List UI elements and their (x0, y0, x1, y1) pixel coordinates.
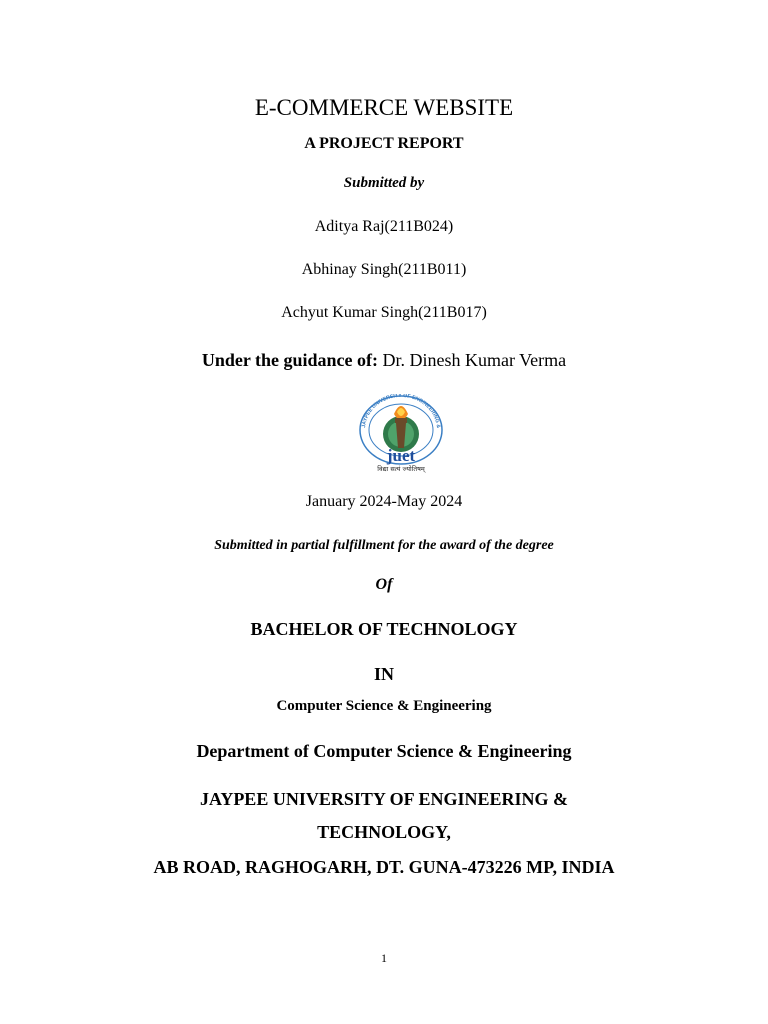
author-name: Achyut Kumar Singh(211B017) (281, 304, 487, 321)
project-session: January 2024-May 2024 (305, 493, 463, 510)
submitted-by-label: Submitted by (343, 175, 425, 191)
guidance-label: Under the guidance of: (201, 350, 379, 370)
branch-name: Computer Science & Engineering (276, 698, 492, 714)
in-label: IN (373, 664, 394, 684)
university-name-line1: JAYPEE UNIVERSITY OF ENGINEERING & (199, 789, 569, 809)
juet-torch-logo (355, 394, 447, 474)
department-name: Department of Computer Science & Engineering (196, 741, 572, 761)
logo-ring-text: JAYPEE UNIVERSITY OF ENGINEERING & (361, 394, 441, 429)
logo-wordmark: juet (386, 446, 416, 465)
university-address: AB ROAD, RAGHOGARH, DT. GUNA-473226 MP, INDIA (153, 857, 615, 877)
university-name-line2: TECHNOLOGY, (317, 822, 451, 842)
of-label: Of (375, 576, 393, 593)
degree-name: BACHELOR OF TECHNOLOGY (250, 619, 518, 639)
author-name: Abhinay Singh(211B011) (301, 261, 467, 278)
logo-motto: विद्या सत्यं ज्योतिषम् (377, 465, 425, 473)
fulfillment-statement: Submitted in partial fulfillment for the award of the degree (214, 538, 554, 553)
guide-name: Dr. Dinesh Kumar Verma (378, 350, 567, 370)
report-subtitle: A PROJECT REPORT (304, 135, 464, 152)
author-name: Aditya Raj(211B024) (314, 218, 454, 235)
report-title: E-COMMERCE WEBSITE (254, 95, 514, 120)
guidance-line (0, 351, 768, 369)
page-number: 1 (381, 951, 387, 965)
